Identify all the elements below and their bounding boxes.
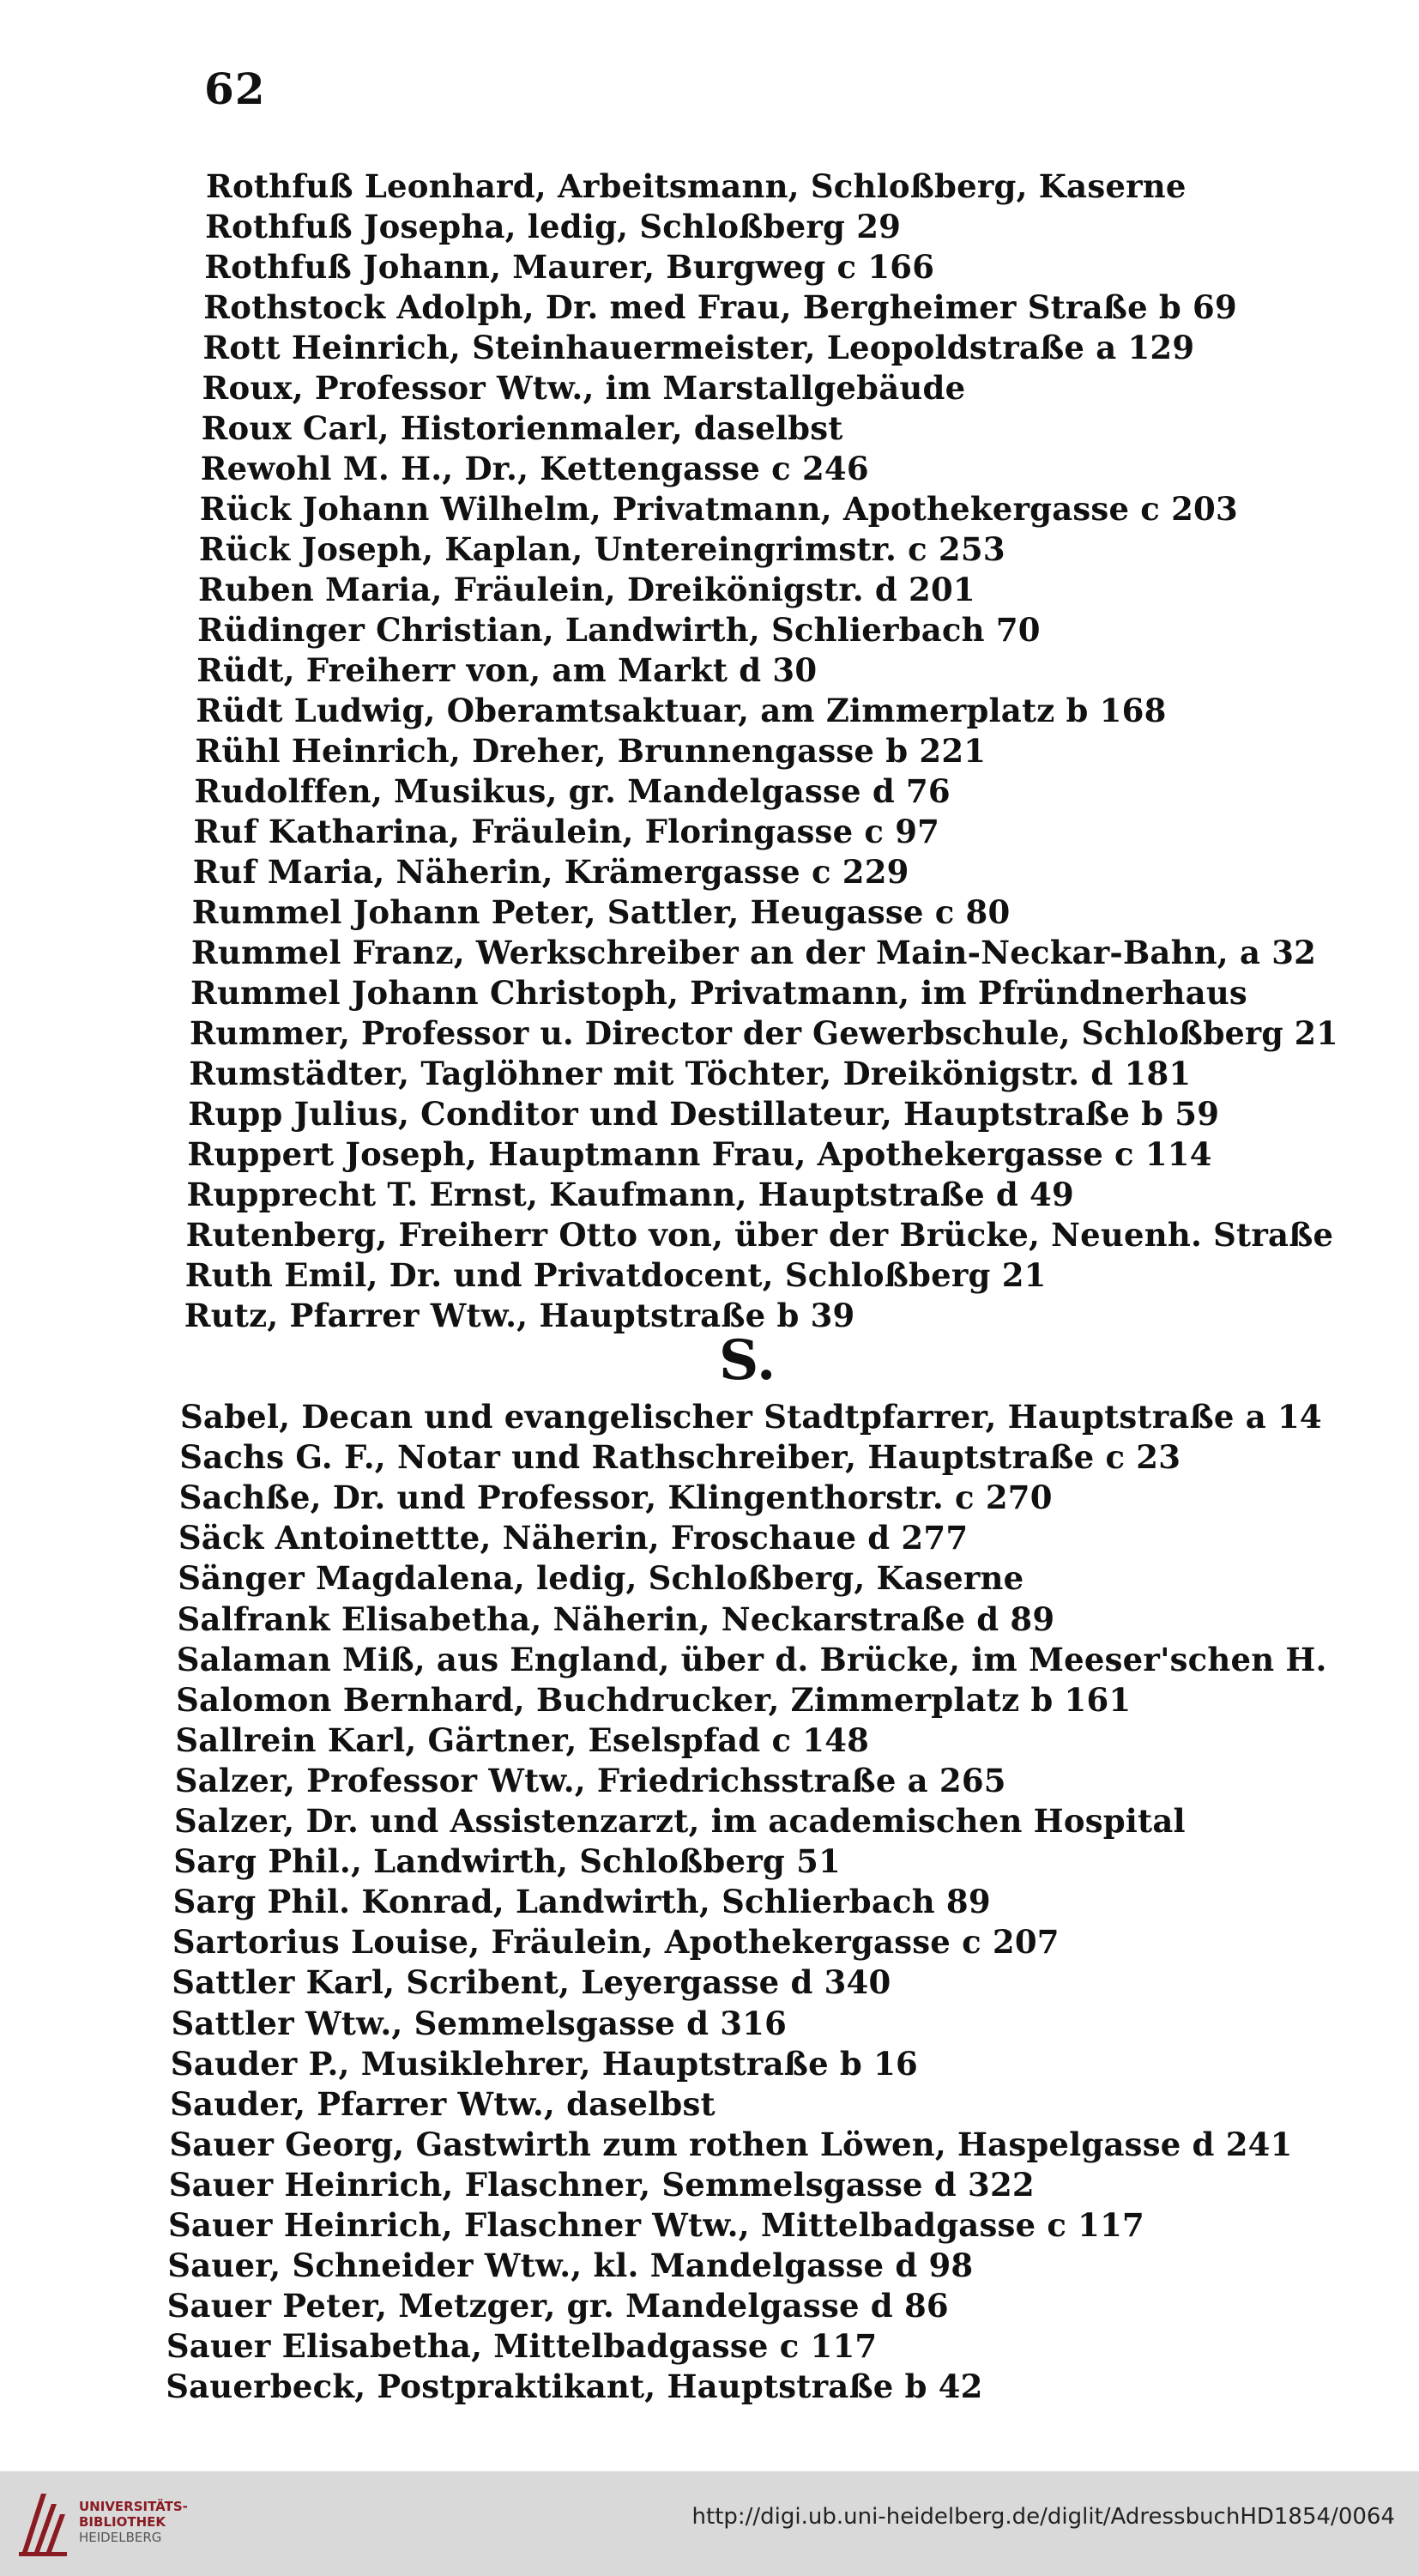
directory-entry: Sartorius Louise, Fräulein, Apothekergasse c 207 [172,1923,1060,1962]
directory-entry: Sachs G. F., Notar und Rathschreiber, Hauptstraße c 23 [179,1438,1181,1477]
directory-entry: Sauer Peter, Metzger, gr. Mandelgasse d 86 [166,2287,949,2325]
directory-entry: Rothstock Adolph, Dr. med Frau, Bergheimer Straße b 69 [203,288,1237,326]
directory-entry: Sarg Phil. Konrad, Landwirth, Schlierbach 89 [172,1883,991,1921]
logo-line-3: HEIDELBERG [79,2530,162,2545]
section-heading: S. [719,1328,776,1393]
directory-entry: Rück Johann Wilhelm, Privatmann, Apothekergasse c 203 [199,490,1238,528]
directory-entry: Rühl Heinrich, Dreher, Brunnengasse b 221 [195,732,987,770]
directory-entry: Rumstädter, Taglöhner mit Töchter, Dreikönigstr. d 181 [189,1055,1192,1092]
directory-entry: Rüdt, Freiherr von, am Markt d 30 [196,651,818,689]
directory-entry: Rüdinger Christian, Landwirth, Schlierbach 70 [197,611,1041,649]
directory-entry: Sattler Wtw., Semmelsgasse d 316 [171,2004,788,2042]
logo-line-2: BIBLIOTHEK [79,2514,166,2530]
directory-entry: Sauder P., Musiklehrer, Hauptstraße b 16 [170,2044,918,2083]
directory-entry: Rummel Johann Christoph, Privatmann, im Pfründnerhaus [190,974,1247,1012]
directory-entry: Sauer, Schneider Wtw., kl. Mandelgasse d 98 [167,2246,974,2285]
directory-entry: Salfrank Elisabetha, Näherin, Neckarstraße d 89 [177,1599,1055,1638]
directory-entry: Salzer, Dr. und Assistenzarzt, im academischen Hospital [174,1802,1186,1840]
directory-entry: Rott Heinrich, Steinhauermeister, Leopoldstraße a 129 [202,329,1195,366]
directory-entry: Roux Carl, Historienmaler, daselbst [201,409,843,447]
directory-entry: Sauer Georg, Gastwirth zum rothen Löwen, Haspelgasse d 241 [169,2125,1293,2163]
directory-entry: Rummel Johann Peter, Sattler, Heugasse c 80 [191,893,1011,931]
directory-entry: Rothfuß Johann, Maurer, Burgweg c 166 [204,248,935,286]
directory-entry: Salzer, Professor Wtw., Friedrichsstraße a 265 [174,1761,1006,1799]
directory-entry: Ruben Maria, Fräulein, Dreikönigstr. d 201 [198,571,975,608]
directory-entry: Rutz, Pfarrer Wtw., Hauptstraße b 39 [184,1297,855,1334]
directory-entry: Rück Joseph, Kaplan, Untereingrimstr. c 253 [198,530,1005,568]
library-logo-icon [15,2487,69,2559]
directory-entry: Ruf Maria, Näherin, Krämergasse c 229 [192,853,909,891]
footer-bar [0,2471,1419,2576]
directory-entry: Salaman Miß, aus England, über d. Brücke, im Meeser'schen H. [176,1640,1327,1678]
directory-entry: Rüdt Ludwig, Oberamtsaktuar, am Zimmerplatz b 168 [196,692,1167,729]
directory-entry: Sallrein Karl, Gärtner, Eselspfad c 148 [175,1720,870,1759]
directory-entry: Sabel, Decan und evangelischer Stadtpfarrer, Hauptstraße a 14 [180,1398,1322,1436]
directory-entry: Sachße, Dr. und Professor, Klingenthorstr. c 270 [178,1478,1053,1517]
directory-entry: Sauer Elisabetha, Mittelbadgasse c 117 [166,2327,878,2366]
directory-entry: Rummer, Professor u. Director der Gewerbschule, Schloßberg 21 [190,1014,1338,1052]
directory-entry: Ruth Emil, Dr. und Privatdocent, Schloßberg 21 [184,1256,1047,1294]
directory-entry: Rothfuß Leonhard, Arbeitsmann, Schloßberg, Kaserne [206,167,1187,205]
library-logo-text [79,2499,188,2545]
directory-entry: Rupprecht T. Ernst, Kaufmann, Hauptstraße d 49 [186,1176,1074,1213]
directory-entry: Sänger Magdalena, ledig, Schloßberg, Kaserne [178,1559,1024,1598]
directory-entry: Ruf Katharina, Fräulein, Floringasse c 97 [193,813,940,850]
directory-entry: Rutenberg, Freiherr Otto von, über der Brücke, Neuenh. Straße [185,1216,1334,1254]
directory-entry: Rothfuß Josepha, ledig, Schloßberg 29 [205,208,902,245]
directory-entry: Rupp Julius, Conditor und Destillateur, Hauptstraße b 59 [188,1095,1220,1133]
directory-entry: Sarg Phil., Landwirth, Schloßberg 51 [173,1842,841,1881]
directory-entry: Sauder, Pfarrer Wtw., daselbst [170,2084,716,2123]
directory-entry: Rewohl M. H., Dr., Kettengasse c 246 [200,450,869,487]
directory-entry: Ruppert Joseph, Hauptmann Frau, Apothekergasse c 114 [187,1135,1212,1173]
directory-entry: Säck Antoinettte, Näherin, Froschaue d 277 [178,1519,969,1557]
directory-entry: Rudolffen, Musikus, gr. Mandelgasse d 76 [194,772,951,810]
directory-entry: Sauerbeck, Postpraktikant, Hauptstraße b 42 [166,2367,983,2406]
directory-entry: Sauer Heinrich, Flaschner Wtw., Mittelbadgasse c 117 [168,2206,1144,2244]
source-url-link[interactable]: http://digi.ub.uni-heidelberg.de/diglit/AdressbuchHD1854/0064 [691,2504,1395,2530]
directory-entry: Salomon Bernhard, Buchdrucker, Zimmerplatz b 161 [176,1680,1132,1719]
directory-entry: Roux, Professor Wtw., im Marstallgebäude [202,369,966,407]
logo-line-1: UNIVERSITÄTS- [79,2499,188,2514]
directory-entry: Rummel Franz, Werkschreiber an der Main-Neckar-Bahn, a 32 [190,934,1317,971]
directory-entry: Sauer Heinrich, Flaschner, Semmelsgasse d 322 [168,2165,1035,2204]
page-number: 62 [204,63,266,114]
directory-entry: Sattler Karl, Scribent, Leyergasse d 340 [172,1963,891,2002]
